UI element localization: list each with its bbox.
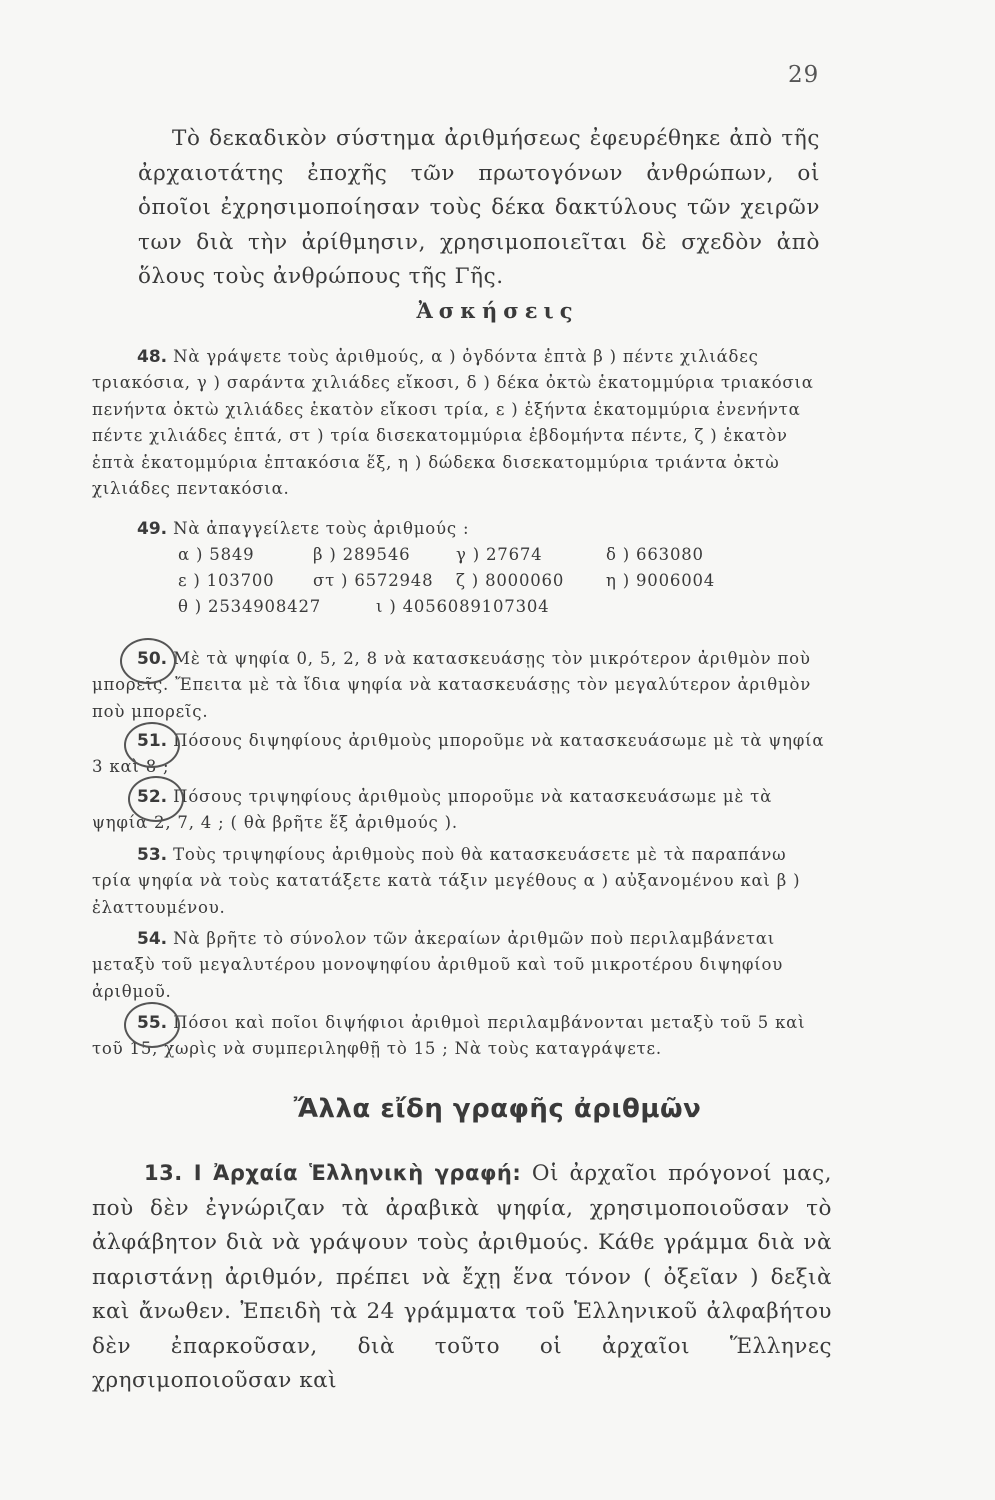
number-item: στ ) 6572948 — [313, 571, 434, 590]
exercise-text: Πόσους διψηφίους ἀριθμοὺς μποροῦμε νὰ κατασκευάσωμε μὲ τὰ ψηφία 3 καὶ 8 ; — [92, 731, 825, 777]
paragraph-13 — [92, 1156, 832, 1399]
numbers-row — [178, 542, 838, 568]
exercise-48 — [92, 344, 830, 502]
number-item: ζ ) 8000060 — [456, 571, 565, 590]
exercise-53 — [92, 842, 830, 921]
number-item: α ) 5849 — [178, 545, 255, 564]
exercise-number: 52. — [137, 787, 168, 807]
number-item: γ ) 27674 — [456, 545, 543, 564]
exercise-54 — [92, 926, 830, 1005]
page-number: 29 — [788, 62, 820, 88]
pencil-circle-mark — [124, 1002, 180, 1048]
pencil-circle-mark — [120, 638, 176, 684]
number-item: β ) 289546 — [313, 545, 411, 564]
exercise-52 — [92, 784, 830, 837]
exercise-number: 54. — [137, 929, 168, 949]
exercise-text: Τοὺς τριψηφίους ἀριθμοὺς ποὺ θὰ κατασκευάσετε μὲ τὰ παραπάνω τρία ψηφία νὰ τοὺς κατατάξετε κατὰ τάξιν μεγέθους α ) αὐξανομένου καὶ β ) ἐλαττουμένου. — [92, 845, 801, 917]
exercise-51 — [92, 728, 830, 781]
exercise-text: Νὰ βρῆτε τὸ σύνολον τῶν ἀκεραίων ἀριθμῶν ποὺ περιλαμβάνεται μεταξὺ τοῦ μεγαλυτέρου μονοψηφίου ἀριθμοῦ καὶ τοῦ μικροτέρου διψηφίου ἀριθμοῦ. — [92, 929, 784, 1001]
pencil-circle-mark — [128, 776, 184, 822]
number-item: ι ) 4056089107304 — [376, 597, 550, 616]
exercises-title: Ἀσκήσεις — [416, 298, 579, 323]
exercise-number: 55. — [137, 1013, 168, 1033]
number-item: ε ) 103700 — [178, 571, 275, 590]
number-item: θ ) 2534908427 — [178, 597, 322, 616]
section-heading: Ἄλλα εἴδη γραφῆς ἀριθμῶν — [293, 1094, 702, 1124]
exercise-number: 49. — [137, 519, 168, 539]
exercise-text: Νὰ ἀπαγγείλετε τοὺς ἀριθμούς : — [173, 519, 470, 538]
exercise-text: Πόσοι καὶ ποῖοι διψήφιοι ἀριθμοὶ περιλαμβάνονται μεταξὺ τοῦ 5 καὶ τοῦ 15, χωρὶς νὰ συμπεριληφθῇ τὸ 15 ; Νὰ τοὺς καταγράψετε. — [92, 1013, 806, 1059]
pencil-circle-mark — [124, 722, 180, 768]
intro-paragraph: Τὸ δεκαδικὸν σύστημα ἀριθμήσεως ἐφευρέθηκε ἀπὸ τῆς ἀρχαιοτάτης ἐποχῆς τῶν πρωτογόνων ἀνθρώπων, οἱ ὁποῖοι ἐχρησιμοποίησαν τοὺς δέκα δακτύλους τῶν χειρῶν των διὰ τὴν ἀρίθμησιν, χρησιμοποιεῖται δὲ σχεδὸν ἀπὸ ὅλους τοὺς ἀνθρώπους τῆς Γῆς. — [138, 126, 820, 289]
number-item: η ) 9006004 — [606, 571, 716, 590]
exercise-49 — [92, 516, 830, 542]
exercise-text: Πόσους τριψηφίους ἀριθμοὺς μποροῦμε νὰ κατασκευάσωμε μὲ τὰ ψηφία 2, 7, 4 ; ( θὰ βρῆτε ἕξ ἀριθμούς ). — [92, 787, 773, 833]
exercise-number: 48. — [137, 347, 168, 367]
exercise-49-numbers — [178, 542, 838, 620]
numbers-row — [178, 594, 838, 620]
exercise-number: 51. — [137, 731, 168, 751]
exercise-number: 53. — [137, 845, 168, 865]
paragraph-text: Οἱ ἀρχαῖοι πρόγονοί μας, ποὺ δὲν ἐγνώριζαν τὰ ἀραβικὰ ψηφία, χρησιμοποιοῦσαν τὸ ἀλφάβητον διὰ νὰ γράψουν τοὺς ἀριθμούς. Κάθε γράμμα διὰ νὰ παριστάνῃ ἀριθμόν, πρέπει νὰ ἔχῃ ἕνα τόνον ( ὀξεῖαν ) δεξιὰ καὶ ἄνωθεν. Ἐπειδὴ τὰ 24 γράμματα τοῦ Ἑλληνικοῦ ἀλφαβήτου δὲν ἐπαρκοῦσαν, διὰ τοῦτο οἱ ἀρχαῖοι Ἕλληνες χρησιμοποιοῦσαν καὶ — [92, 1161, 832, 1393]
numbers-row — [178, 568, 838, 594]
exercise-50 — [92, 646, 830, 725]
paragraph-lead: 13. Ι Ἀρχαία Ἑλληνικὴ γραφή: — [144, 1161, 522, 1185]
exercise-number: 50. — [137, 649, 168, 669]
exercise-text: Μὲ τὰ ψηφία 0, 5, 2, 8 νὰ κατασκευάσῃς τὸν μικρότερον ἀριθμὸν ποὺ μπορεῖς. Ἔπειτα μὲ τὰ ἴδια ψηφία νὰ κατασκευάσῃς τὸν μεγαλύτερον ἀριθμὸν ποὺ μπορεῖς. — [92, 649, 812, 721]
exercise-55 — [92, 1010, 830, 1063]
exercise-text: Νὰ γράψετε τοὺς ἀριθμούς, α ) ὀγδόντα ἑπτὰ β ) πέντε χιλιάδες τριακόσια, γ ) σαράντα χιλιάδες εἴκοσι, δ ) δέκα ὀκτὼ ἑκατομμύρια τριακόσια πενήντα ὀκτὼ χιλιάδες ἑκατὸν εἴκοσι τρία, ε ) ἑξήντα ἑκατομμύρια ἐνενήντα πέντε χιλιάδες ἑπτά, στ ) τρία δισεκατομμύρια ἑβδομήντα πέντε, ζ ) ἑκατὸν ἑπτὰ ἑκατομμύρια ἑπτακόσια ἕξ, η ) δώδεκα δισεκατομμύρια τριάντα ὀκτὼ χιλιάδες πεντακόσια. — [92, 347, 814, 499]
number-item: δ ) 663080 — [606, 545, 704, 564]
